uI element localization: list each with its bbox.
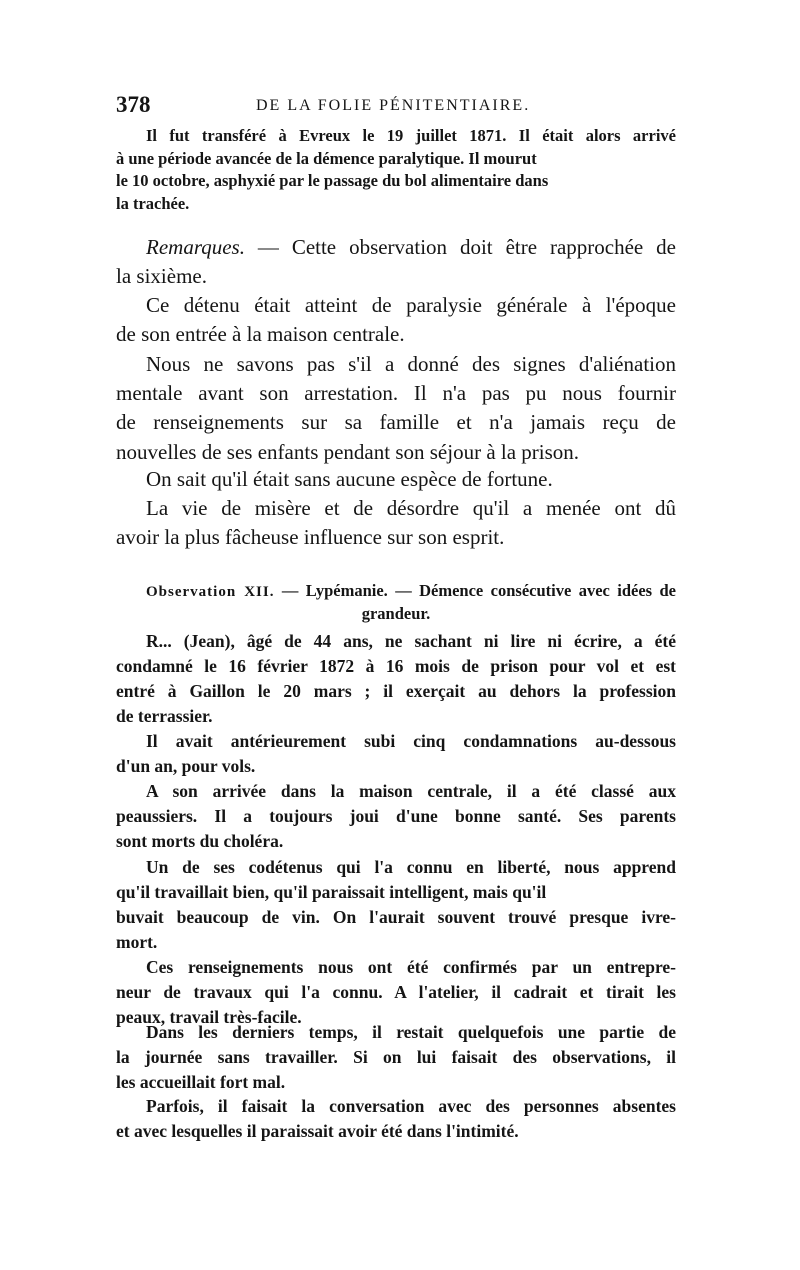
observation-heading	[116, 580, 676, 625]
text-line: Ce détenu était atteint de paralysie générale à l'époque	[146, 293, 676, 317]
text-line: mort.	[116, 932, 158, 952]
text-line: On sait qu'il était sans aucune espèce de fortune.	[146, 467, 553, 491]
text-line: et avec lesquelles il paraissait avoir été dans l'intimité.	[116, 1121, 519, 1141]
remarques-label: Remarques.	[146, 235, 245, 259]
text-line: Il fut transféré à Evreux le 19 juillet 1871. Il était alors arrivé	[146, 126, 676, 145]
text-line: Il avait antérieurement subi cinq condamnations au-dessous	[146, 731, 676, 751]
text-line: R... (Jean), âgé de 44 ans, ne sachant ni lire ni écrire, a été	[146, 631, 676, 651]
text-line: Ces renseignements nous ont été confirmés par un entrepre-	[146, 957, 676, 977]
paragraph-arrivee	[116, 779, 676, 854]
text-line: Dans les derniers temps, il restait quelquefois une partie de	[146, 1022, 676, 1042]
text-line: nouvelles de ses enfants pendant son séjour à la prison.	[116, 439, 580, 464]
text-line: Nous ne savons pas s'il a donné des signes d'aliénation	[146, 352, 676, 376]
text-line: le 10 octobre, asphyxié par le passage du bol alimentaire dans	[116, 171, 549, 190]
text-line: buvait beaucoup de vin. On l'aurait souvent trouvé presque ivre-	[116, 907, 676, 927]
page-header	[116, 92, 676, 120]
text-line: peaussiers. Il a toujours joui d'une bonne santé. Ses parents	[116, 806, 676, 826]
page-number: 378	[116, 92, 151, 117]
text-line: d'un an, pour vols.	[116, 756, 256, 776]
paragraph-remarques	[116, 233, 676, 291]
text-line: les accueillait fort mal.	[116, 1072, 286, 1092]
paragraph-renseignements	[116, 955, 676, 1030]
text-line: la sixième.	[116, 264, 207, 289]
running-head: DE LA FOLIE PÉNITENTIAIRE.	[256, 97, 531, 114]
text-line: de son entrée à la maison centrale.	[116, 322, 405, 347]
text-line: La vie de misère et de désordre qu'il a menée ont dû	[146, 496, 676, 520]
text-line: condamné le 16 février 1872 à 16 mois de prison pour vol et est	[116, 656, 676, 676]
paragraph-condamnations	[116, 729, 676, 779]
paragraph-paralysie	[116, 291, 676, 349]
text-line: sont morts du choléra.	[116, 831, 284, 851]
text-line: entré à Gaillon le 20 mars ; il exerçait au dehors la profession	[116, 681, 676, 701]
text-line: de terrassier.	[116, 706, 213, 726]
paragraph-conversation	[116, 1094, 676, 1144]
text-line	[116, 580, 676, 603]
text-line: à une période avancée de la démence paralytique. Il mourut	[116, 148, 537, 168]
observation-label: Observation XII.	[146, 584, 275, 600]
text-line: neur de travaux qui l'a connu. A l'atelier, il cadrait et tirait les	[116, 982, 676, 1002]
paragraph-derniers-temps	[116, 1020, 676, 1095]
paragraph-misere	[116, 494, 676, 552]
text-line: la journée sans travailler. Si on lui faisait des observations, il	[116, 1047, 676, 1067]
remarques-text: — Cette observation doit être rapprochée de	[244, 235, 676, 259]
observation-subject: — Lypémanie. — Démence consécutive avec idées de	[274, 581, 676, 600]
text-line: peaux, travail très-facile.	[116, 1007, 302, 1027]
text-line: Parfois, il faisait la conversation avec des personnes absentes	[146, 1096, 676, 1116]
text-line: mentale avant son arrestation. Il n'a pas pu nous fournir	[116, 381, 676, 406]
text-line	[116, 233, 676, 262]
text-line: Un de ses codétenus qui l'a connu en liberté, nous apprend	[146, 857, 676, 877]
paragraph-identity	[116, 629, 676, 729]
text-line: qu'il travaillait bien, qu'il paraissait intelligent, mais qu'il	[116, 882, 547, 902]
paragraph-transfer	[116, 125, 676, 215]
text-line: A son arrivée dans la maison centrale, il a été classé aux	[146, 781, 676, 801]
text-line: grandeur.	[361, 603, 431, 623]
text-line: avoir la plus fâcheuse influence sur son esprit.	[116, 525, 505, 550]
paragraph-codetenu	[116, 855, 676, 955]
paragraph-alienation	[116, 350, 676, 467]
text-line: de renseignements sur sa famille et n'a jamais reçu de	[116, 410, 676, 435]
text-line: la trachée.	[116, 193, 190, 213]
paragraph-fortune	[116, 465, 676, 494]
